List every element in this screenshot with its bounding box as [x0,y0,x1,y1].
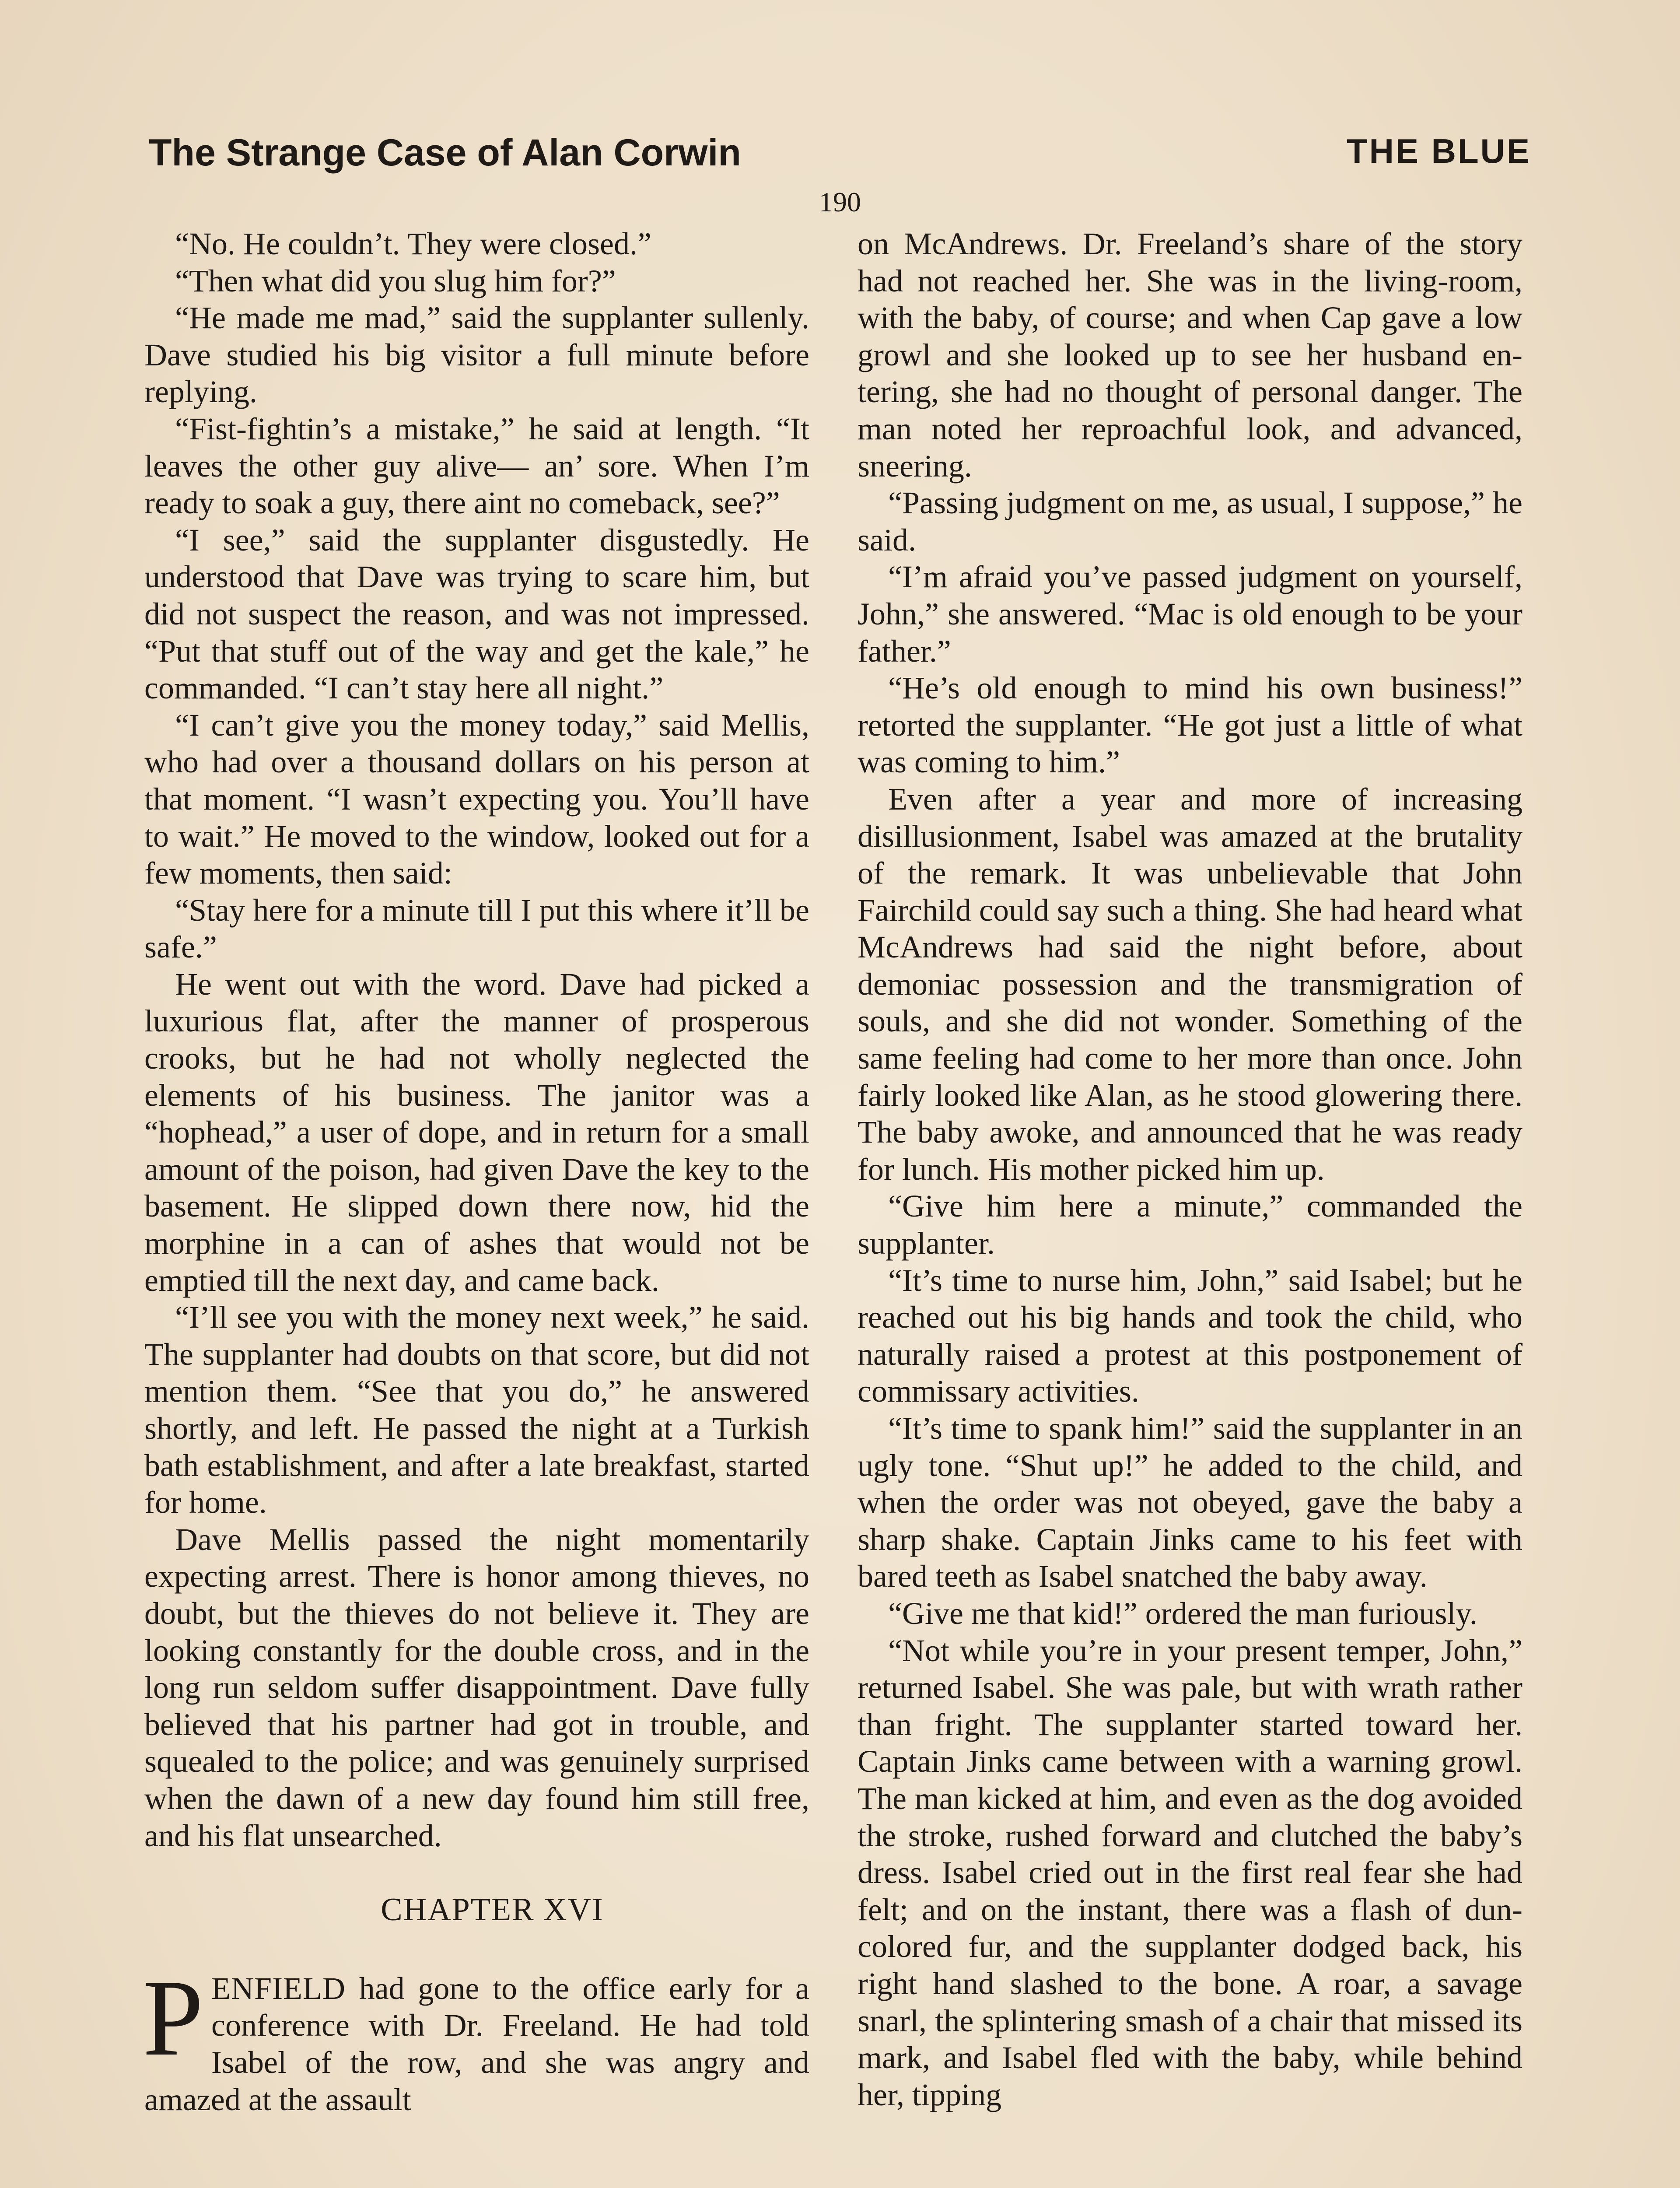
paragraph: “I can’t give you the money today,” said Mellis, who had over a thousand dollars on his person at that moment. “I wasn’t expecting you. You’ll have to wait.” He moved to the window, looked out for a few moments, then said: [144,707,809,891]
paragraph: “I see,” said the supplanter disgustedly. He understood that Dave was trying to scare him, but did not suspect the reason, and was not impressed. “Put that stuff out of the way and get the kale,” he commanded. “I can’t stay here all night.” [144,522,809,706]
paragraph: “Then what did you slug him for?” [175,263,616,298]
paragraph: He went out with the word. Dave had picked a luxurious flat, after the manner of prosperous crooks, but he had not wholly neglected the elements of his business. The janitor was a “hophead,” a user of dope, and in return for a small amount of the poison, had given Dave the key to the basement. He slipped down there now, hid the morphine in a can of ashes that would not be emptied till the next day, and came back. [144,966,809,1298]
right-column [858,225,1522,2113]
paragraph: “I’ll see you with the money next week,” he said. The supplanter had doubts on that score, but did not mention them. “See that you do,” he answered shortly, and left. He passed the night at a Turkish bath establishment, and after a late breakfast, started for home. [144,1300,809,1520]
paragraph: “It’s time to spank him!” said the supplanter in an ugly tone. “Shut up!” he added to the child, and when the order was not obeyed, gave the baby a sharp shake. Captain Jinks came to his feet with bared teeth as Isabel snatched the baby away. [858,1411,1522,1594]
page-number: 190 [819,186,861,217]
paragraph: “Give him here a minute,” commanded the supplanter. [858,1189,1522,1261]
paragraph: “Give me that kid!” ordered the man furiously. [888,1595,1477,1631]
paragraph: “It’s time to nurse him, John,” said Isabel; but he reached out his big hands and took the child, who naturally raised a protest at this postponement of commissary activities. [858,1262,1522,1409]
running-header [149,131,1531,188]
story-title: The Strange Case of Alan Corwin [149,132,741,174]
chapter-first-word: ENFIELD [211,1971,346,2006]
drop-cap: P [143,1957,204,2079]
paragraph: “Fist-fightin’s a mistake,” he said at length. “It leaves the other guy alive— an’ sore. When I’m ready to soak a guy, there aint no comeback, see?” [144,411,809,521]
continued-paragraph: on McAndrews. Dr. Freeland’s share of the story had not reached her. She was in the living-room, with the baby, of course; and when Cap gave a low growl and she looked up to see her husband entering, she had no thought of personal danger. The man noted her reproachful look, and advanced, sneering. [858,226,1522,484]
paragraph: Dave Mellis passed the night momentarily expecting arrest. There is honor among thieves, no doubt, but the thieves do not believe it. They are looking constantly for the double cross, and in the long run seldom suffer disappointment. Dave fully believed that his partner had got in trouble, and squealed to the police; and was genuinely surprised when the dawn of a new day found him still free, and his flat unsearched. [144,1522,809,1853]
paragraph: Even after a year and more of increasing disillusionment, Isabel was amazed at the brutality of the remark. It was unbelievable that John Fairchild could say such a thing. She had heard what McAndrews had said the night before, about demoniac possession and the transmigration of souls, and she did not wonder. Something of the same feeling had come to her more than once. John fairly looked like Alan, as he stood glowering there. The baby awoke, and announced that he was ready for lunch. His mother picked him up. [858,781,1522,1187]
paragraph: “He’s old enough to mind his own business!” retorted the supplanter. “He got just a little of what was coming to him.” [858,670,1522,780]
paragraph: “I’m afraid you’ve passed judgment on yourself, John,” she answered. “Mac is old enough to be your father.” [858,559,1522,669]
chapter-heading: CHAPTER XVI [381,1892,604,1928]
paragraph: “Stay here for a minute till I put this where it’ll be safe.” [144,892,809,965]
chapter-opening-paragraph [143,1957,809,2118]
paragraph: “Passing judgment on me, as usual, I suppose,” he said. [858,485,1522,558]
left-column [144,225,809,2118]
chapter-opening-text: had gone to the office early for a conference with Dr. Freeland. He had told Isabel of the row, and she was angry and amazed at the assault [144,1971,809,2117]
paragraph: “Not while you’re in your present temper, John,” returned Isabel. She was pale, but with wrath rather than fright. The supplanter started toward her. Captain Jinks came between with a warning growl. The man kicked at him, and even as the dog avoided the stroke, rushed forward and clutched the baby’s dress. Isabel cried out in the first real fear she had felt; and on the instant, there was a flash of dun-colored fur, and the supplanter dodged back, his right hand slashed to the bone. A roar, a savage snarl, the splintering smash of a chair that missed its mark, and Isabel fled with the baby, while behind her, tipping [858,1633,1522,2112]
paragraph: “No. He couldn’t. They were closed.” [175,226,651,261]
magazine-title: THE BLUE [1347,132,1531,170]
paragraph: “He made me mad,” said the supplanter sullenly. Dave studied his big visitor a full minute before replying. [144,300,809,410]
